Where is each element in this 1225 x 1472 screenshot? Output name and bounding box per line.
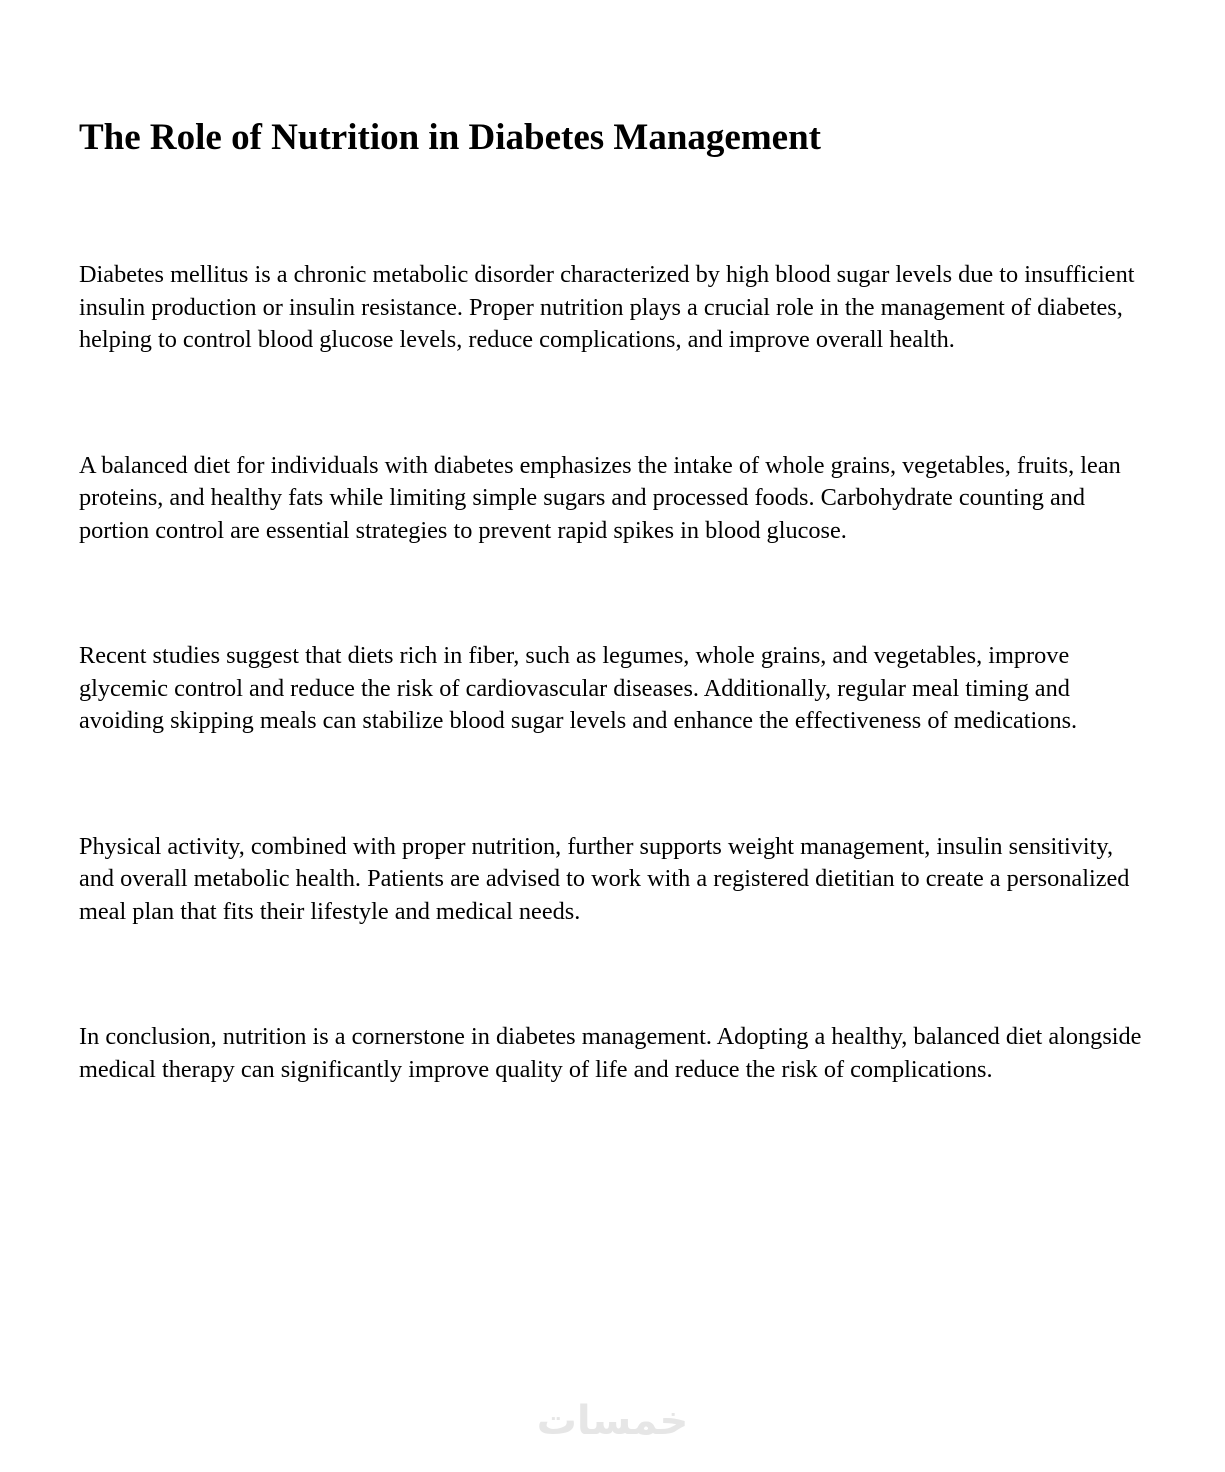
document-title: The Role of Nutrition in Diabetes Management xyxy=(79,117,821,158)
paragraph-conclusion: In conclusion, nutrition is a cornerstone in diabetes management. Adopting a healthy, balanced diet alongside medical therapy can significantly improve quality of life and reduce the risk of complications. xyxy=(79,1023,1142,1083)
watermark-logo: خمسات xyxy=(536,1398,689,1444)
paragraph-intro: Diabetes mellitus is a chronic metabolic disorder characterized by high blood sugar levels due to insufficient insulin production or insulin resistance. Proper nutrition plays a crucial role in the management of diabetes, helping to control blood glucose levels, reduce complications, and improve overall health. xyxy=(79,261,1135,353)
paragraph-balanced-diet: A balanced diet for individuals with diabetes emphasizes the intake of whole grains, vegetables, fruits, lean proteins, and healthy fats while limiting simple sugars and processed foods. Carbohydrate counting and portion control are essential strategies to prevent rapid spikes in blood glucose. xyxy=(79,451,1121,544)
paragraph-recent-studies: Recent studies suggest that diets rich in fiber, such as legumes, whole grains, and vegetables, improve glycemic control and reduce the risk of cardiovascular diseases. Additionally, regular meal timing and avoiding skipping meals can stabilize blood sugar levels and enhance the effectiveness of medications. xyxy=(79,642,1078,734)
document-body xyxy=(79,259,1151,1179)
paragraph-physical-activity: Physical activity, combined with proper nutrition, further supports weight management, insulin sensitivity, and overall metabolic health. Patients are advised to work with a registered dietitian to create a personalized meal plan that fits their lifestyle and medical needs. xyxy=(79,832,1130,925)
